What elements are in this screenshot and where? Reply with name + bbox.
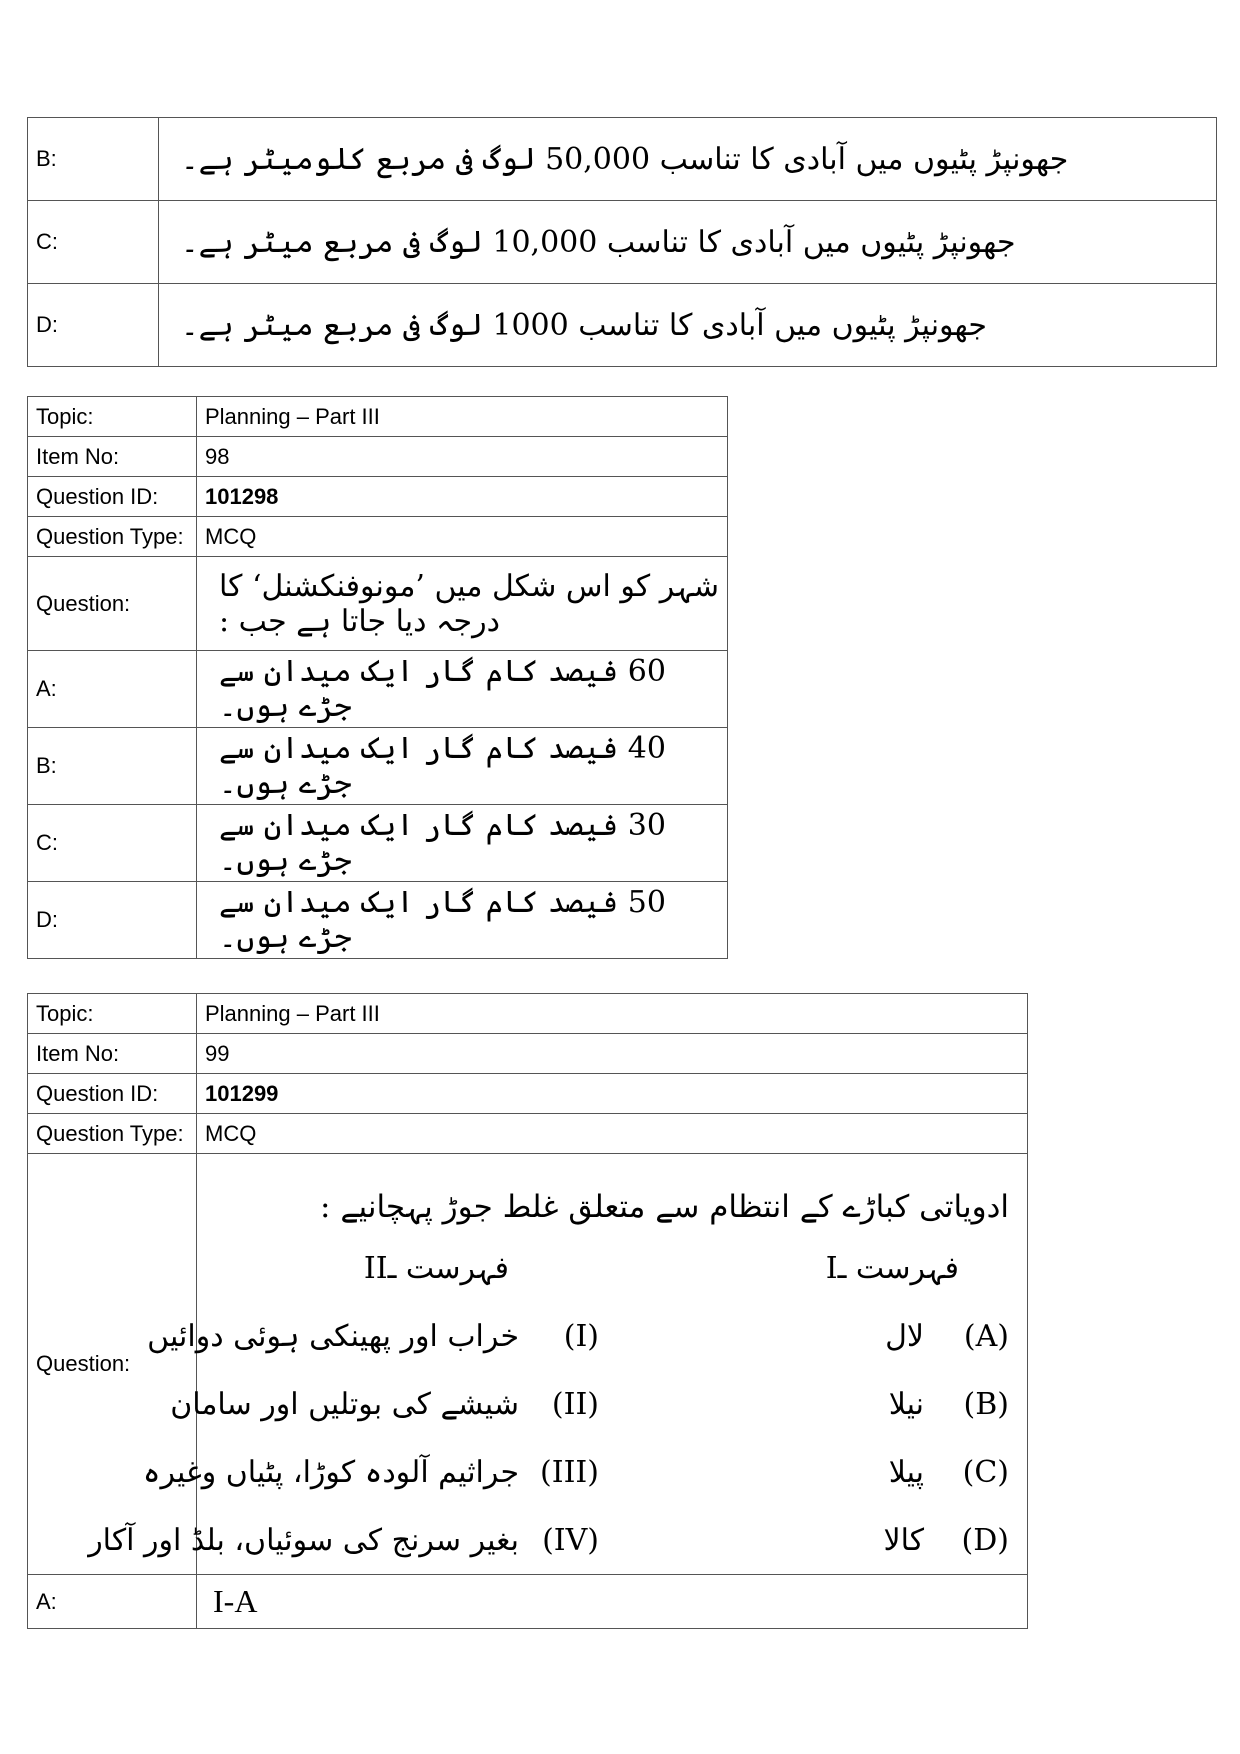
item-label: Item No:: [28, 1034, 197, 1074]
question-id-row: [28, 1074, 1028, 1114]
topic-row: [28, 994, 1028, 1034]
question-type-value: MCQ: [197, 1114, 1028, 1154]
option-text: جھونپڑ پٹیوں میں آبادی کا تناسب 50,000 لوگ فی مربع کلومیٹر ہے۔: [181, 141, 1069, 177]
list-1-item: نیلا: [888, 1387, 924, 1422]
list-2-item: خراب اور پھینکی ہوئی دوائیں: [147, 1319, 519, 1354]
option-label: C:: [28, 201, 159, 284]
matching-question: [88, 1159, 1019, 1569]
question-99-table: [27, 993, 1028, 1629]
option-label: A:: [28, 651, 197, 728]
question-type-row: [28, 517, 728, 557]
list-1-key: (C): [962, 1455, 1009, 1490]
item-row: [28, 437, 728, 477]
option-row-c: [28, 805, 728, 882]
question-row: [28, 1154, 1028, 1575]
question-intro: ادویاتی کباڑے کے انتظام سے متعلق غلط جوڑ پہچانیے :: [320, 1189, 1009, 1225]
option-row-b: [28, 728, 728, 805]
item-value: 98: [197, 437, 728, 477]
topic-label: Topic:: [28, 397, 197, 437]
question-id-value: 101298: [197, 477, 728, 517]
option-label: B:: [28, 118, 159, 201]
list-2-item: شیشے کی بوتلیں اور سامان: [170, 1387, 519, 1422]
list-1-item: لال: [885, 1319, 924, 1354]
option-text: 60 فیصد کام گار ایک میدان سے جڑے ہوں۔: [219, 654, 666, 724]
previous-question-options: [27, 117, 1217, 367]
list-2-item: بغیر سرنج کی سوئیاں، بلڈ اور آکار: [88, 1523, 519, 1558]
option-label: C:: [28, 805, 197, 882]
list-1-item: کالا: [883, 1523, 924, 1558]
question-98-table: [27, 396, 728, 959]
question-type-label: Question Type:: [28, 517, 197, 557]
option-row-c: [28, 201, 1217, 284]
option-row-d: [28, 284, 1217, 367]
option-text: 40 فیصد کام گار ایک میدان سے جڑے ہوں۔: [219, 731, 666, 801]
list-1-key: (D): [961, 1523, 1009, 1558]
list-2-item: جراثیم آلودہ کوڑا، پٹیاں وغیرہ: [142, 1455, 519, 1490]
question-id-row: [28, 477, 728, 517]
option-text: جھونپڑ پٹیوں میں آبادی کا تناسب 10,000 لوگ فی مربع میٹر ہے۔: [181, 224, 1016, 260]
option-label: D:: [28, 284, 159, 367]
option-row-d: [28, 882, 728, 959]
question-id-label: Question ID:: [28, 1074, 197, 1114]
list-2-title: فہرست ـII: [363, 1251, 509, 1286]
option-label: B:: [28, 728, 197, 805]
question-type-row: [28, 1114, 1028, 1154]
topic-row: [28, 397, 728, 437]
question-type-value: MCQ: [197, 517, 728, 557]
list-2-key: (III): [540, 1455, 599, 1490]
option-row-a: [28, 651, 728, 728]
question-id-value: 101299: [197, 1074, 1028, 1114]
question-label: Question:: [28, 1154, 197, 1575]
topic-value: Planning – Part III: [197, 397, 728, 437]
list-2-key: (IV): [542, 1523, 599, 1558]
option-text: 30 فیصد کام گار ایک میدان سے جڑے ہوں۔: [219, 808, 666, 878]
question-label: Question:: [28, 557, 197, 651]
question-text: شہر کو اس شکل میں ’مونوفنکشنل‘ کا درجہ دیا جاتا ہے جب :: [218, 568, 719, 639]
topic-label: Topic:: [28, 994, 197, 1034]
topic-value: Planning – Part III: [197, 994, 1028, 1034]
question-id-label: Question ID:: [28, 477, 197, 517]
list-1-title: فہرست ـI: [825, 1251, 959, 1286]
answer-text: I-A: [213, 1583, 258, 1619]
item-row: [28, 1034, 1028, 1074]
option-text: 50 فیصد کام گار ایک میدان سے جڑے ہوں۔: [219, 885, 666, 955]
list-1-key: (A): [963, 1319, 1009, 1354]
question-type-label: Question Type:: [28, 1114, 197, 1154]
list-1-key: (B): [963, 1387, 1009, 1422]
question-row: [28, 557, 728, 651]
option-row-b: [28, 118, 1217, 201]
list-1-item: پیلا: [888, 1455, 924, 1490]
item-label: Item No:: [28, 437, 197, 477]
answer-label: A:: [28, 1575, 197, 1629]
list-2-key: (I): [563, 1319, 599, 1354]
option-label: D:: [28, 882, 197, 959]
answer-row: [28, 1575, 1028, 1629]
option-text: جھونپڑ پٹیوں میں آبادی کا تناسب 1000 لوگ فی مربع میٹر ہے۔: [181, 307, 987, 343]
list-2-key: (II): [551, 1387, 599, 1422]
item-value: 99: [197, 1034, 1028, 1074]
